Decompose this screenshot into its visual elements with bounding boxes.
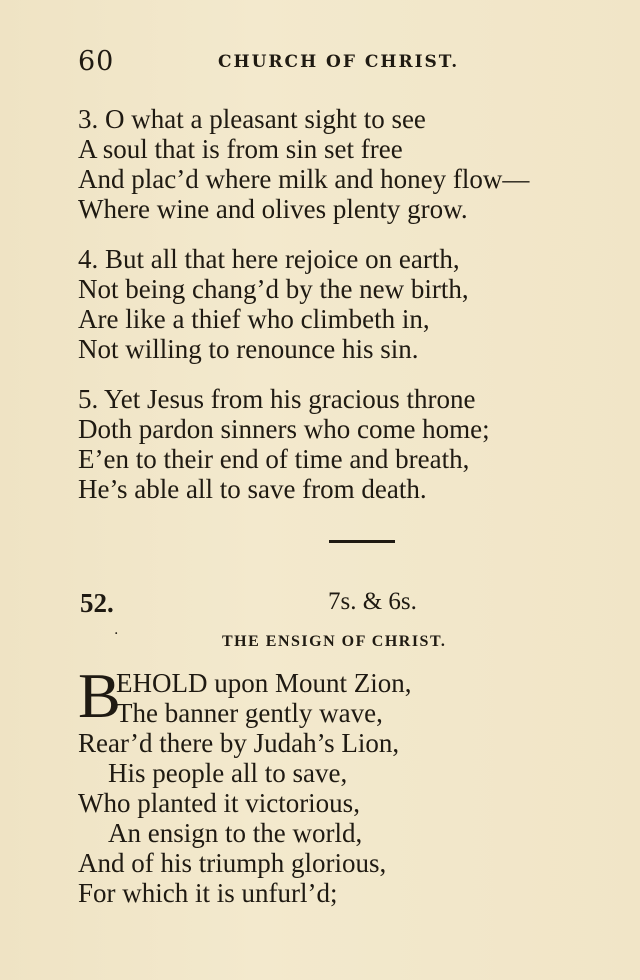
hymn-number: 52. — [80, 588, 114, 618]
verse-line: Rear’d there by Judah’s Lion, — [78, 728, 400, 758]
stanza-5 — [78, 384, 490, 504]
drop-cap: B — [78, 660, 121, 731]
stanza-4 — [78, 244, 469, 364]
verse-line: Not willing to renounce his sin. — [78, 334, 419, 364]
verse-line: The banner gently wave, — [116, 698, 383, 728]
verse-line: Who planted it victorious, — [78, 788, 360, 818]
verse-line: Are like a thief who climbeth in, — [78, 304, 430, 334]
hymn-verse — [78, 668, 411, 908]
verse-line: And plac’d where milk and honey flow— — [78, 164, 530, 194]
running-title: CHURCH OF CHRIST. — [218, 52, 460, 72]
section-divider — [329, 540, 395, 543]
verse-line: Where wine and olives plenty grow. — [78, 194, 468, 224]
verse-line: A soul that is from sin set free — [78, 134, 403, 164]
verse-line: And of his triumph glorious, — [78, 848, 387, 878]
page-number: 60 — [78, 46, 115, 77]
hymn-meter: 7s. & 6s. — [328, 588, 417, 615]
verse-line: His people all to save, — [108, 758, 348, 788]
verse-line: For which it is unfurl’d; — [78, 878, 338, 908]
verse-line: EHOLD upon Mount Zion, — [116, 668, 412, 698]
page-header — [78, 46, 498, 78]
verse-line: Not being chang’d by the new birth, — [78, 274, 469, 304]
stanza-3 — [78, 104, 529, 224]
verse-line: E’en to their end of time and breath, — [78, 444, 470, 474]
verse-line: 4. But all that here rejoice on earth, — [78, 244, 460, 274]
verse-line: An ensign to the world, — [108, 818, 363, 848]
verse-line: Doth pardon sinners who come home; — [78, 414, 490, 444]
printer-dot: · — [114, 626, 119, 642]
verse-line: 3. O what a pleasant sight to see — [78, 104, 426, 134]
verse-line: He’s able all to save from death. — [78, 474, 427, 504]
hymn-title: THE ENSIGN OF CHRIST. — [222, 633, 447, 650]
verse-line: 5. Yet Jesus from his gracious throne — [78, 384, 476, 414]
